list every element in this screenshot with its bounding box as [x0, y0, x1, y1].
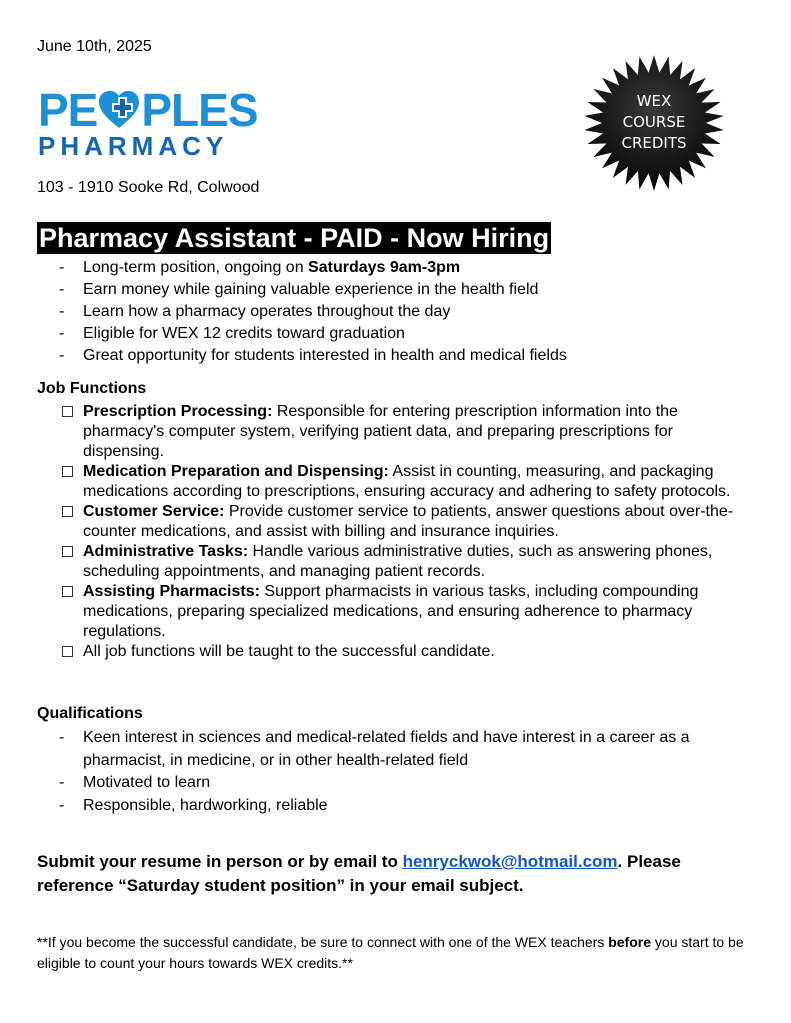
wex-note: **If you become the successful candidate, be sure to connect with one of the WEX teachers before you start to be eligible to count your hours towards WEX credits.** — [37, 934, 744, 971]
dash-bullet: - — [59, 729, 65, 746]
logo-text-pe: PE — [38, 84, 98, 136]
posting-date: June 10th, 2025 — [37, 38, 152, 55]
list-item: - Long-term position, ongoing on Saturdays 9am-3pm — [37, 257, 757, 279]
checkbox-icon[interactable] — [62, 506, 73, 517]
job-functions-list — [37, 402, 757, 662]
job-title: Pharmacy Assistant - PAID - Now Hiring — [39, 223, 550, 253]
store-address: 103 - 1910 Sooke Rd, Colwood — [37, 179, 260, 196]
dash-bullet: - — [59, 303, 65, 320]
checkbox-icon[interactable] — [62, 646, 73, 657]
list-item: - Earn money while gaining valuable experience in the health field — [37, 279, 757, 301]
job-functions-heading: Job Functions — [37, 380, 147, 397]
dash-bullet: - — [59, 259, 65, 276]
list-item: - Motivated to learn — [37, 772, 757, 795]
job-function-item: Medication Preparation and Dispensing: Assist in counting, measuring, and packaging medications according to prescriptions, ensuring accuracy and adhering to safety protocols. — [37, 462, 757, 502]
badge-line-3: CREDITS — [621, 134, 687, 152]
list-item: - Eligible for WEX 12 credits toward graduation — [37, 323, 757, 345]
dash-bullet: - — [59, 347, 65, 364]
list-item: - Responsible, hardworking, reliable — [37, 795, 757, 818]
dash-bullet: - — [59, 774, 65, 791]
logo-text-ples: PLES — [141, 84, 258, 136]
dash-bullet: - — [59, 281, 65, 298]
badge-line-2: COURSE — [622, 113, 686, 131]
checkbox-icon[interactable] — [62, 546, 73, 557]
heart-cross-icon — [97, 90, 141, 130]
job-function-item: Prescription Processing: Responsible for entering prescription information into the pharmacy's computer system, verifying patient data, and preparing prescriptions for dispensing. — [37, 402, 757, 462]
list-item: - Keen interest in sciences and medical-related fields and have interest in a career as a pharmacist, in medicine, or in other health-related field — [59, 729, 690, 769]
badge-line-1: WEX — [636, 92, 672, 110]
checkbox-icon[interactable] — [62, 466, 73, 477]
email-link[interactable]: henryckwok@hotmail.com — [402, 852, 618, 871]
checkbox-icon[interactable] — [62, 406, 73, 417]
job-function-item: Administrative Tasks: Handle various administrative duties, such as answering phones, scheduling appointments, and managing patient records. — [37, 542, 757, 582]
peoples-pharmacy-logo — [38, 84, 258, 161]
list-item: - Learn how a pharmacy operates throughout the day — [37, 301, 757, 323]
wex-course-credits-badge — [578, 52, 730, 194]
logo-text-pharmacy: PHARMACY — [38, 131, 229, 161]
qualifications-heading: Qualifications — [37, 705, 143, 722]
submit-instructions: Submit your resume in person or by email to henryckwok@hotmail.com. Please reference “Saturday student position” in your email subject. — [37, 852, 681, 895]
job-function-item: Customer Service: Provide customer service to patients, answer questions about over-the-counter medications, and assist with billing and insurance inquiries. — [37, 502, 757, 542]
dash-bullet: - — [59, 325, 65, 342]
intro-list — [37, 257, 757, 367]
qualifications-list — [37, 727, 757, 817]
list-item: - Great opportunity for students interested in health and medical fields — [37, 345, 757, 367]
job-function-item: All job functions will be taught to the successful candidate. — [37, 642, 757, 662]
job-function-item: Assisting Pharmacists: Support pharmacists in various tasks, including compounding medications, preparing specialized medications, and ensuring adherence to pharmacy regulations. — [37, 582, 757, 642]
checkbox-icon[interactable] — [62, 586, 73, 597]
dash-bullet: - — [59, 796, 65, 814]
